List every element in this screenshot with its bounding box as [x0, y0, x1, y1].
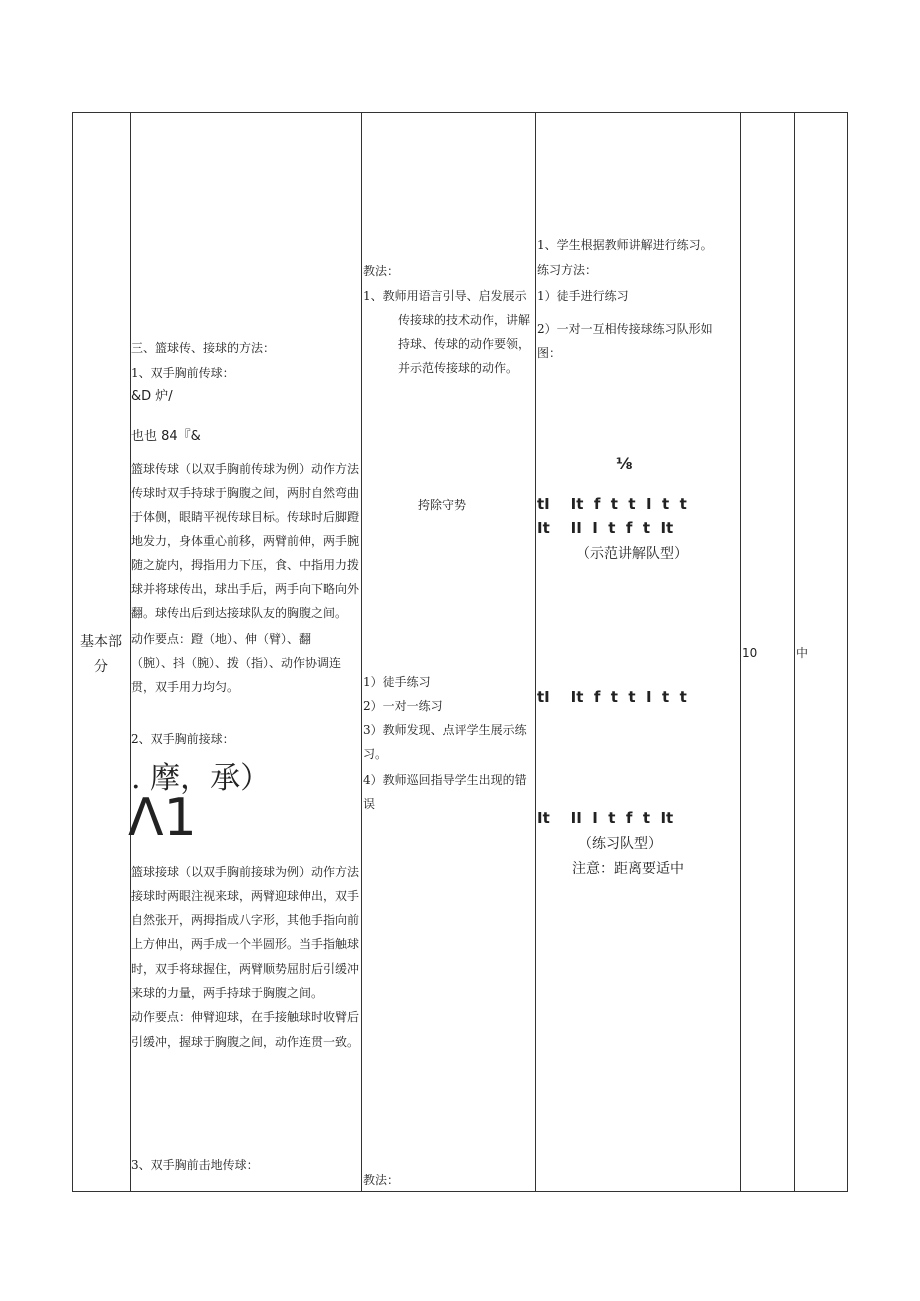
- item3-title: 3、双手胸前击地传球：: [131, 1158, 259, 1172]
- method-label: 教法：: [363, 1173, 400, 1187]
- item1-title: 1、双手胸前传球：: [131, 366, 235, 380]
- text-line: 接球时两眼注视来球，两臂迎球伸出，双手: [131, 889, 360, 903]
- section-label: 基本部分: [80, 634, 122, 675]
- garbled-text: . 摩，承）: [131, 761, 271, 796]
- text-line: 传接球的技术动作，讲解: [398, 313, 531, 327]
- step-line: 4）教师巡回指导学生出现的错: [363, 773, 527, 787]
- method-label: 教法：: [363, 264, 400, 278]
- text-line: 并示范传接球的动作。: [398, 361, 519, 375]
- column-divider: [361, 113, 362, 1191]
- step-line: 3）教师发现、点评学生展示练: [363, 723, 527, 737]
- column-divider: [130, 113, 131, 1191]
- text-line: 篮球接球（以双手胸前接球为例）动作方法: [131, 865, 360, 879]
- formation-caption: （练习队型）: [578, 836, 662, 852]
- garbled-text: 也也 84『&: [131, 429, 201, 444]
- column-divider: [794, 113, 795, 1191]
- intensity-value: 中: [796, 646, 809, 660]
- step-line: 1）徒手练习: [363, 675, 431, 689]
- garbled-text: Λ1: [128, 788, 197, 848]
- text-line: （腕）、抖（腕）、拨（指）、动作协调连: [131, 656, 342, 670]
- text-line: 于体侧，眼睛平视传球目标。传球时后脚蹬: [131, 510, 360, 524]
- text-line: 时，双手将球握住，两臂顺势屈肘后引缓冲: [131, 962, 360, 976]
- text-line: 练习方法：: [537, 263, 598, 277]
- text-line: 传球时双手持球于胸腹之间，两肘自然弯曲: [131, 486, 360, 500]
- formation-row: tI It f t t I t t: [537, 688, 687, 706]
- garbled-text: &D 炉/: [131, 389, 173, 404]
- text-line: 地发力，身体重心前移，两臂前伸，两手腕: [131, 534, 360, 548]
- formation-row: It II I t f t It: [537, 519, 674, 537]
- column-divider: [740, 113, 741, 1191]
- step-line: 习。: [363, 747, 388, 761]
- time-value: 10: [742, 646, 758, 660]
- formation-row: tI It f t t I t t: [537, 495, 687, 513]
- step-line: 2）一对一练习: [363, 699, 443, 713]
- text-line: 图：: [537, 346, 562, 360]
- text-line: 引缓冲，握球于胸腹之间，动作连贯一致。: [131, 1035, 360, 1049]
- formation-row: It II I t f t It: [537, 809, 674, 827]
- text-line: 贯，双手用力均匀。: [131, 680, 240, 694]
- text-line: 随之旋内，拇指用力下压，食、中指用力拨: [131, 558, 360, 572]
- text-line: 1、教师用语言引导、启发展示: [363, 289, 527, 303]
- lesson-plan-table: [72, 112, 848, 1192]
- text-line: 2）一对一互相传接球练习队形如: [537, 322, 713, 336]
- text-line: 来球的力量，两手持球于胸腹之间。: [131, 986, 324, 1000]
- text-line: 1）徒手进行练习: [537, 289, 629, 303]
- formation-caption: （示范讲解队型）: [576, 546, 688, 562]
- text-line: 球并将球传出，球出手后，两手向下略向外: [131, 582, 360, 596]
- text-line: 动作要点：蹬（地）、伸（臂）、翻: [131, 632, 312, 646]
- text-line: 动作要点：伸臂迎球，在手接触球时收臂后: [131, 1010, 360, 1024]
- text-line: 翻。球传出后到达接球队友的胸腹之间。: [131, 606, 348, 620]
- section-heading: 三、篮球传、接球的方法：: [131, 341, 276, 355]
- column-divider: [535, 113, 536, 1191]
- text-line: 上方伸出，两手成一个半圆形。当手指触球: [131, 937, 360, 951]
- stance-text: 挎除守势: [418, 498, 467, 512]
- item2-title: 2、双手胸前接球：: [131, 732, 235, 746]
- step-line: 误: [363, 797, 376, 811]
- text-line: 持球、传球的动作要领，: [398, 337, 531, 351]
- text-line: 自然张开，两拇指成八字形，其他手指向前: [131, 913, 360, 927]
- note-text: 注意：距离要适中: [572, 861, 684, 877]
- formation-symbol: ⅛: [616, 454, 633, 473]
- text-line: 1、学生根据教师讲解进行练习。: [537, 238, 713, 252]
- text-line: 篮球传球（以双手胸前传球为例）动作方法: [131, 462, 360, 476]
